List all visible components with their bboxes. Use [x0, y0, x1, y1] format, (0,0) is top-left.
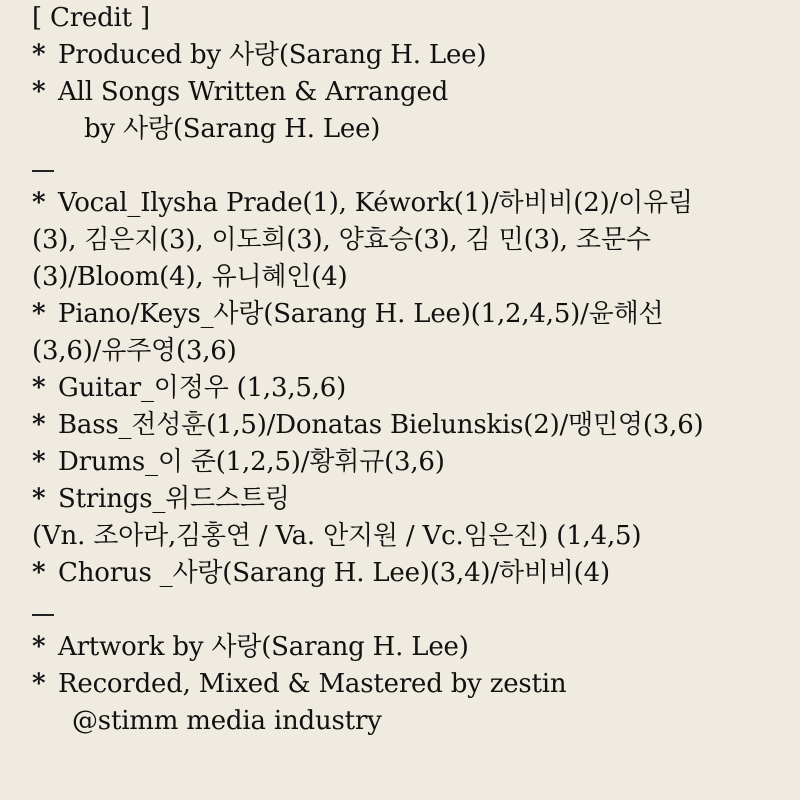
bullet-star: * — [32, 558, 46, 588]
credit-guitar-text: Guitar_이정우 (1,3,5,6) — [58, 373, 347, 403]
section-divider — [32, 592, 800, 629]
credit-drums — [32, 444, 800, 481]
bullet-star: * — [32, 188, 46, 218]
credit-recorded-continued — [32, 703, 800, 740]
credit-piano-text-1: Piano/Keys_사랑(Sarang H. Lee)(1,2,4,5)/윤해선 — [58, 299, 664, 329]
bullet-star: * — [32, 77, 46, 107]
credit-artwork — [32, 629, 800, 666]
bullet-star: * — [32, 669, 46, 699]
credit-vocal-continued — [32, 222, 800, 259]
bullet-star: * — [32, 40, 46, 70]
credit-strings-text-1: Strings_위드스트링 — [58, 484, 290, 514]
bullet-star: * — [32, 299, 46, 329]
credit-strings-text-2: (Vn. 조아라,김홍연 / Va. 안지원 / Vc.임은진) (1,4,5) — [32, 521, 642, 551]
credit-written-continued — [32, 111, 800, 148]
credit-chorus — [32, 555, 800, 592]
bullet-star: * — [32, 410, 46, 440]
credit-written — [32, 74, 800, 111]
credit-piano-text-2: (3,6)/유주영(3,6) — [32, 336, 237, 366]
credit-recorded-text: Recorded, Mixed & Mastered by zestin — [58, 669, 567, 699]
credit-vocal-continued — [32, 259, 800, 296]
section-divider — [32, 148, 800, 185]
credit-heading: [ Credit ] — [32, 3, 150, 33]
credit-stimm-text: @stimm media industry — [72, 706, 382, 736]
credit-chorus-text: Chorus _사랑(Sarang H. Lee)(3,4)/하비비(4) — [58, 558, 610, 588]
credit-drums-text: Drums_이 준(1,2,5)/황휘규(3,6) — [58, 447, 445, 477]
credit-strings-continued — [32, 518, 800, 555]
credit-vocal-text-1: Vocal_Ilysha Prade(1), Kéwork(1)/하비비(2)/이유림 — [58, 188, 693, 218]
credit-bass-text: Bass_전성훈(1,5)/Donatas Bielunskis(2)/맹민영(3,6) — [58, 410, 704, 440]
divider-dash — [32, 170, 54, 172]
bullet-star: * — [32, 447, 46, 477]
credit-bass — [32, 407, 800, 444]
bullet-star: * — [32, 373, 46, 403]
credit-vocal-text-3: (3)/Bloom(4), 유니혜인(4) — [32, 262, 348, 292]
credit-piano-continued — [32, 333, 800, 370]
credit-produced-text: Produced by 사랑(Sarang H. Lee) — [58, 40, 487, 70]
credit-guitar — [32, 370, 800, 407]
divider-dash — [32, 614, 54, 616]
credit-artwork-text: Artwork by 사랑(Sarang H. Lee) — [58, 632, 469, 662]
credit-produced — [32, 37, 800, 74]
credit-strings — [32, 481, 800, 518]
credit-written-text-1: All Songs Written & Arranged — [58, 77, 449, 107]
credit-recorded — [32, 666, 800, 703]
credit-vocal — [32, 185, 800, 222]
bullet-star: * — [32, 484, 46, 514]
credit-vocal-text-2: (3), 김은지(3), 이도희(3), 양효승(3), 김 민(3), 조문수 — [32, 225, 651, 255]
credit-piano — [32, 296, 800, 333]
credit-written-text-2: by 사랑(Sarang H. Lee) — [84, 114, 381, 144]
bullet-star: * — [32, 632, 46, 662]
